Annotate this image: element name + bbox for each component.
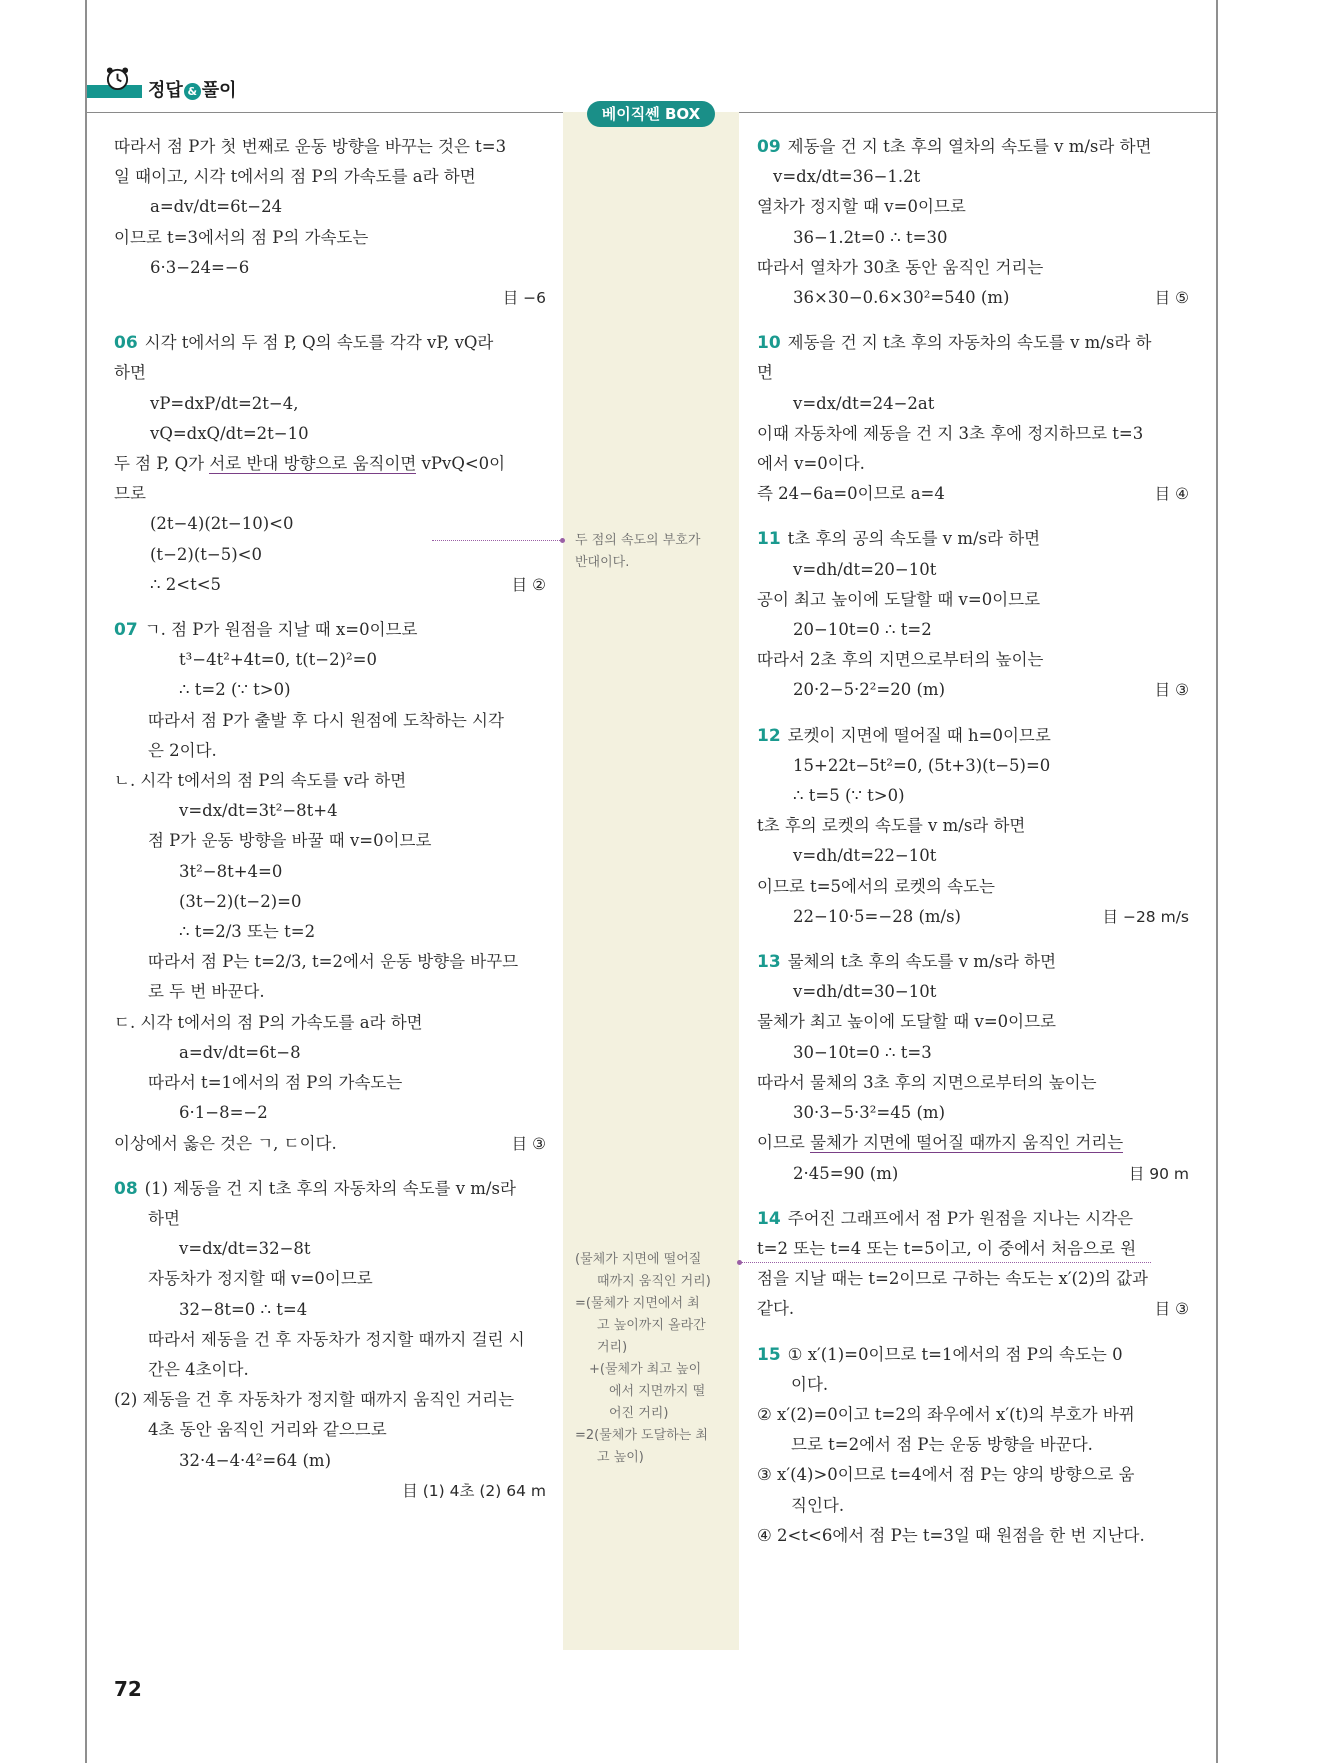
text-line xyxy=(757,223,1189,253)
line-text: 이므로 xyxy=(757,1133,811,1153)
text-line xyxy=(114,1415,546,1445)
line-text: 따라서 점 P는 t=2/3, t=2에서 운동 방향을 바꾸므 xyxy=(148,952,519,972)
line-text: v=dx/dt=36−1.2t xyxy=(773,167,921,187)
page-number: 72 xyxy=(114,1677,142,1701)
text-line xyxy=(757,283,1189,313)
line-text: 6·1−8=−2 xyxy=(179,1103,268,1123)
line-text: 30−10t=0 ∴ t=3 xyxy=(793,1042,932,1062)
line-text: ∴ t=2 (∵ t>0) xyxy=(179,680,291,700)
line-text: v=dx/dt=32−8t xyxy=(179,1239,311,1259)
answer-mark: 目 −28 m/s xyxy=(1102,907,1189,926)
text-line xyxy=(757,358,1189,388)
side-note-line: (물체가 지면에 떨어질 xyxy=(575,1252,702,1267)
text-line xyxy=(114,977,546,1007)
line-text: 따라서 제동을 건 후 자동차가 정지할 때까지 걸린 시 xyxy=(148,1329,525,1349)
answer-mark: 目 ③ xyxy=(511,1134,546,1153)
line-text: 이상에서 옳은 것은 ㄱ, ㄷ이다. xyxy=(114,1133,337,1153)
line-text: 32−8t=0 ∴ t=4 xyxy=(179,1299,308,1319)
section-gap xyxy=(757,706,1189,721)
right-column xyxy=(757,132,1189,1551)
line-text: 자동차가 정지할 때 v=0이므로 xyxy=(148,1269,373,1289)
text-line xyxy=(757,1007,1189,1037)
text-line xyxy=(757,841,1189,871)
text-line xyxy=(114,328,546,358)
text-line xyxy=(757,1098,1189,1128)
text-line xyxy=(757,1491,1189,1521)
page-frame-right xyxy=(1216,0,1218,1763)
text-line xyxy=(757,1159,1189,1189)
line-text: ② x′(2)=0이고 t=2의 좌우에서 x′(t)의 부호가 바뀌 xyxy=(757,1404,1135,1424)
line-text: ① x′(1)=0이므로 t=1에서의 점 P의 속도는 0 xyxy=(787,1344,1123,1364)
text-line xyxy=(757,721,1189,751)
text-line xyxy=(114,570,546,600)
text-line xyxy=(114,1355,546,1385)
line-text: 36−1.2t=0 ∴ t=30 xyxy=(793,227,948,247)
text-line xyxy=(757,675,1189,705)
side-note-line: 때까지 움직인 거리) xyxy=(597,1274,711,1289)
text-line xyxy=(114,857,546,887)
line-text: 직인다. xyxy=(791,1495,845,1515)
text-line xyxy=(114,645,546,675)
text-line xyxy=(114,253,546,283)
line-text: 이다. xyxy=(791,1374,829,1394)
side-note-dot xyxy=(560,538,565,543)
text-line xyxy=(114,192,546,222)
line-text: 즉 24−6a=0이므로 a=4 xyxy=(757,484,945,504)
text-line xyxy=(114,615,546,645)
line-text: t초 후의 공의 속도를 v m/s라 하면 xyxy=(787,529,1041,549)
text-line xyxy=(114,1385,546,1415)
underlined-phrase: 물체가 지면에 떨어질 때까지 움직인 거리는 xyxy=(810,1133,1124,1153)
section-gap xyxy=(757,509,1189,524)
line-text: 20−10t=0 ∴ t=2 xyxy=(793,620,932,640)
side-note-line: 거리) xyxy=(597,1340,628,1355)
text-line xyxy=(114,509,546,539)
side-note-line: 고 높이) xyxy=(597,1450,644,1465)
left-column xyxy=(114,132,546,1506)
section-gap xyxy=(757,313,1189,328)
line-text: (3t−2)(t−2)=0 xyxy=(179,891,302,911)
problem-number: 14 xyxy=(757,1208,781,1229)
text-line xyxy=(114,1008,546,1038)
line-text: v=dh/dt=30−10t xyxy=(793,982,937,1002)
side-note-line: 두 점의 속도의 부호가 xyxy=(575,533,701,548)
text-line xyxy=(757,1264,1189,1294)
line-text: 따라서 2초 후의 지면으로부터의 높이는 xyxy=(757,650,1044,670)
text-line xyxy=(114,796,546,826)
text-line xyxy=(757,977,1189,1007)
text-line xyxy=(114,419,546,449)
line-text: 22−10·5=−28 (m/s) xyxy=(793,906,961,926)
text-line xyxy=(757,1521,1189,1551)
text-line xyxy=(114,540,546,570)
section-gap xyxy=(757,1325,1189,1340)
line-text: 같다. xyxy=(757,1299,795,1319)
line-text: v=dh/dt=22−10t xyxy=(793,846,937,866)
text-line xyxy=(757,1294,1189,1324)
side-note-line: =2(물체가 도달하는 최 xyxy=(575,1428,708,1443)
line-text: 주어진 그래프에서 점 P가 원점을 지나는 시각은 xyxy=(787,1208,1134,1228)
section-gap xyxy=(757,1189,1189,1204)
text-line xyxy=(757,1370,1189,1400)
line-text: 로 두 번 바꾼다. xyxy=(148,982,265,1002)
text-line xyxy=(757,1430,1189,1460)
text-line xyxy=(757,1400,1189,1430)
header-title xyxy=(148,76,237,102)
text-line xyxy=(757,645,1189,675)
text-line xyxy=(757,162,1189,192)
section-gap xyxy=(114,313,546,328)
text-line xyxy=(757,389,1189,419)
line-text: a=dv/dt=6t−24 xyxy=(150,197,283,217)
line-text: ㄱ. 점 P가 원점을 지날 때 x=0이므로 xyxy=(144,620,418,640)
side-note-line: 에서 지면까지 떨 xyxy=(609,1384,706,1399)
side-note-line: +(물체가 최고 높이 xyxy=(589,1362,702,1377)
text-line xyxy=(757,1340,1189,1370)
line-text: v=dx/dt=24−2at xyxy=(793,393,935,413)
line-text: 따라서 물체의 3초 후의 지면으로부터의 높이는 xyxy=(757,1072,1097,1092)
line-text: a=dv/dt=6t−8 xyxy=(179,1042,301,1062)
text-line xyxy=(114,1295,546,1325)
text-line xyxy=(757,751,1189,781)
text-line xyxy=(757,132,1189,162)
line-text: 은 2이다. xyxy=(148,740,217,760)
answer-mark: 目 ⑤ xyxy=(1154,289,1189,308)
line-text: 제동을 건 지 t초 후의 자동차의 속도를 v m/s라 하 xyxy=(787,333,1152,353)
problem-number: 07 xyxy=(114,620,138,641)
line-text: 따라서 t=1에서의 점 P의 가속도는 xyxy=(148,1073,403,1093)
line-text: 로켓이 지면에 떨어질 때 h=0이므로 xyxy=(787,725,1051,745)
line-text: 간은 4초이다. xyxy=(148,1359,249,1379)
text-line xyxy=(114,706,546,736)
line-text: 2·45=90 (m) xyxy=(793,1163,899,1183)
line-text: 따라서 점 P가 첫 번째로 운동 방향을 바꾸는 것은 t=3 xyxy=(114,137,507,156)
line-text: 에서 v=0이다. xyxy=(757,454,865,474)
text-line xyxy=(114,479,546,509)
text-line xyxy=(114,358,546,388)
answer-mark: 目 −6 xyxy=(502,289,546,308)
line-text: t=2 또는 t=4 또는 t=5이고, 이 중에서 처음으로 원 xyxy=(757,1238,1137,1258)
line-text: 따라서 점 P가 출발 후 다시 원점에 도착하는 시각 xyxy=(148,710,504,730)
line-text: v=dx/dt=3t²−8t+4 xyxy=(179,801,338,821)
line-text: ④ 2<t<6에서 점 P는 t=3일 때 원점을 한 번 지난다. xyxy=(757,1525,1145,1545)
page-frame-left xyxy=(85,0,87,1763)
line-text: (1) 제동을 건 지 t초 후의 자동차의 속도를 v m/s라 xyxy=(144,1178,516,1198)
text-line xyxy=(114,675,546,705)
line-text: 물체의 t초 후의 속도를 v m/s라 하면 xyxy=(787,952,1057,972)
text-line xyxy=(757,555,1189,585)
text-line xyxy=(757,947,1189,977)
basic-box-label: 베이직쎈 BOX xyxy=(587,101,715,127)
line-text: vQ=dxQ/dt=2t−10 xyxy=(150,423,309,443)
line-text: (t−2)(t−5)<0 xyxy=(150,544,262,564)
problem-number: 11 xyxy=(757,529,781,550)
problem-number: 06 xyxy=(114,333,138,354)
text-line xyxy=(757,524,1189,554)
side-note-distance xyxy=(575,1249,711,1469)
line-text: ㄷ. 시각 t에서의 점 P의 가속도를 a라 하면 xyxy=(114,1012,423,1032)
line-text: 3t²−8t+4=0 xyxy=(179,861,283,881)
text-line xyxy=(114,1264,546,1294)
text-line xyxy=(757,192,1189,222)
line-text-after: vPvQ<0이 xyxy=(416,454,506,474)
line-text: 32·4−4·4²=64 (m) xyxy=(179,1450,332,1470)
text-line xyxy=(757,585,1189,615)
side-note-sign xyxy=(575,530,700,574)
line-text: 면 xyxy=(757,363,773,383)
line-text: 점을 지날 때는 t=2이므로 구하는 속도는 x′(2)의 값과 xyxy=(757,1269,1148,1289)
text-line xyxy=(757,781,1189,811)
text-line xyxy=(757,1068,1189,1098)
side-note-line: 어진 거리) xyxy=(609,1406,669,1421)
text-line xyxy=(114,1129,546,1159)
line-text: ㄴ. 시각 t에서의 점 P의 속도를 v라 하면 xyxy=(114,771,407,791)
line-text: ∴ t=2/3 또는 t=2 xyxy=(179,922,316,942)
line-text: 시각 t에서의 두 점 P, Q의 속도를 각각 vP, vQ라 xyxy=(144,333,494,353)
text-line xyxy=(757,1234,1189,1264)
line-text: 4초 동안 움직인 거리와 같으므로 xyxy=(148,1420,387,1440)
text-line xyxy=(757,328,1189,358)
line-text: ∴ t=5 (∵ t>0) xyxy=(793,786,905,806)
line-text: 공이 최고 높이에 도달할 때 v=0이므로 xyxy=(757,589,1041,609)
text-line xyxy=(114,917,546,947)
text-line xyxy=(114,162,546,192)
text-line xyxy=(757,253,1189,283)
text-line xyxy=(757,419,1189,449)
text-line xyxy=(757,902,1189,932)
line-text: 므로 t=2에서 점 P는 운동 방향을 바꾼다. xyxy=(791,1435,1093,1455)
line-text: t초 후의 로켓의 속도를 v m/s라 하면 xyxy=(757,816,1026,836)
line-text: 하면 xyxy=(148,1208,180,1228)
section-gap xyxy=(757,932,1189,947)
problem-number: 08 xyxy=(114,1178,138,1199)
side-note-line: 반대이다. xyxy=(575,555,630,570)
text-line xyxy=(757,449,1189,479)
problem-number: 12 xyxy=(757,725,781,746)
side-note-line: 고 높이까지 올라간 xyxy=(597,1318,706,1333)
header-title-part1: 정답 xyxy=(148,80,183,101)
line-text: 이므로 t=5에서의 로켓의 속도는 xyxy=(757,876,995,896)
problem-number: 09 xyxy=(757,137,781,157)
text-line xyxy=(114,223,546,253)
line-text: 20·2−5·2²=20 (m) xyxy=(793,680,946,700)
text-line xyxy=(757,1204,1189,1234)
side-note-connector xyxy=(432,540,562,541)
text-line xyxy=(757,872,1189,902)
text-line xyxy=(757,479,1189,509)
line-text: (2) 제동을 건 후 자동차가 정지할 때까지 움직인 거리는 xyxy=(114,1390,515,1410)
line-text: 6·3−24=−6 xyxy=(150,257,250,277)
text-line xyxy=(114,1204,546,1234)
answer-mark: 目 ③ xyxy=(1154,1300,1189,1319)
line-text: t³−4t²+4t=0, t(t−2)²=0 xyxy=(179,650,377,670)
text-line xyxy=(114,887,546,917)
line-text: 두 점 P, Q가 xyxy=(114,454,210,474)
text-line xyxy=(114,947,546,977)
line-text: 하면 xyxy=(114,363,146,383)
underlined-phrase: 서로 반대 방향으로 움직이면 xyxy=(209,454,417,474)
line-text: 따라서 열차가 30초 동안 움직인 거리는 xyxy=(757,257,1044,277)
header-title-amp: & xyxy=(184,83,201,100)
line-text: 점 P가 운동 방향을 바꿀 때 v=0이므로 xyxy=(148,831,432,851)
text-line xyxy=(114,1325,546,1355)
header-title-part2: 풀이 xyxy=(201,80,237,101)
line-text: v=dh/dt=20−10t xyxy=(793,559,937,579)
text-line xyxy=(114,1098,546,1128)
text-line xyxy=(114,1068,546,1098)
text-line xyxy=(114,826,546,856)
line-text: 제동을 건 지 t초 후의 열차의 속도를 v m/s라 하면 xyxy=(787,137,1152,156)
line-text: 15+22t−5t²=0, (5t+3)(t−5)=0 xyxy=(793,755,1051,775)
line-text: 므로 xyxy=(114,484,146,504)
line-text: 열차가 정지할 때 v=0이므로 xyxy=(757,197,966,217)
text-line xyxy=(114,736,546,766)
line-text: 일 때이고, 시각 t에서의 점 P의 가속도를 a라 하면 xyxy=(114,167,476,187)
line-text: (2t−4)(2t−10)<0 xyxy=(150,514,294,534)
text-line xyxy=(114,766,546,796)
line-text: vP=dxP/dt=2t−4, xyxy=(150,393,299,413)
line-text: ∴ 2<t<5 xyxy=(150,574,222,594)
problem-number: 15 xyxy=(757,1344,781,1365)
text-line xyxy=(114,1234,546,1264)
text-line xyxy=(757,1128,1189,1158)
side-note-connector xyxy=(741,1262,1151,1263)
answer-mark: 目 ② xyxy=(511,575,546,594)
section-gap xyxy=(114,600,546,615)
problem-number: 10 xyxy=(757,333,781,354)
text-line xyxy=(114,389,546,419)
text-line xyxy=(114,132,546,162)
side-note-dot xyxy=(737,1260,742,1265)
problem-number: 13 xyxy=(757,952,781,973)
line-text: 이때 자동차에 제동을 건 지 3초 후에 정지하므로 t=3 xyxy=(757,423,1144,443)
line-text: ③ x′(4)>0이므로 t=4에서 점 P는 양의 방향으로 움 xyxy=(757,1465,1135,1485)
text-line xyxy=(114,1038,546,1068)
line-text: 이므로 t=3에서의 점 P의 가속도는 xyxy=(114,227,369,247)
alarm-clock-icon xyxy=(105,66,130,91)
answer-mark: 目 ④ xyxy=(1154,485,1189,504)
text-line xyxy=(757,1460,1189,1490)
line-text: 30·3−5·3²=45 (m) xyxy=(793,1103,946,1123)
text-line xyxy=(757,1038,1189,1068)
line-text: 물체가 최고 높이에 도달할 때 v=0이므로 xyxy=(757,1012,1056,1032)
text-line xyxy=(114,1174,546,1204)
answer-mark: 目 ③ xyxy=(1154,681,1189,700)
text-line xyxy=(757,811,1189,841)
text-line xyxy=(114,449,546,479)
section-gap xyxy=(114,1159,546,1174)
side-note-line: =(물체가 지면에서 최 xyxy=(575,1296,700,1311)
answer-mark: 目 (1) 4초 (2) 64 m xyxy=(402,1481,546,1500)
answer-mark: 目 90 m xyxy=(1128,1164,1189,1183)
text-line xyxy=(757,615,1189,645)
text-line xyxy=(114,1446,546,1476)
line-text: 36×30−0.6×30²=540 (m) xyxy=(793,288,1010,308)
